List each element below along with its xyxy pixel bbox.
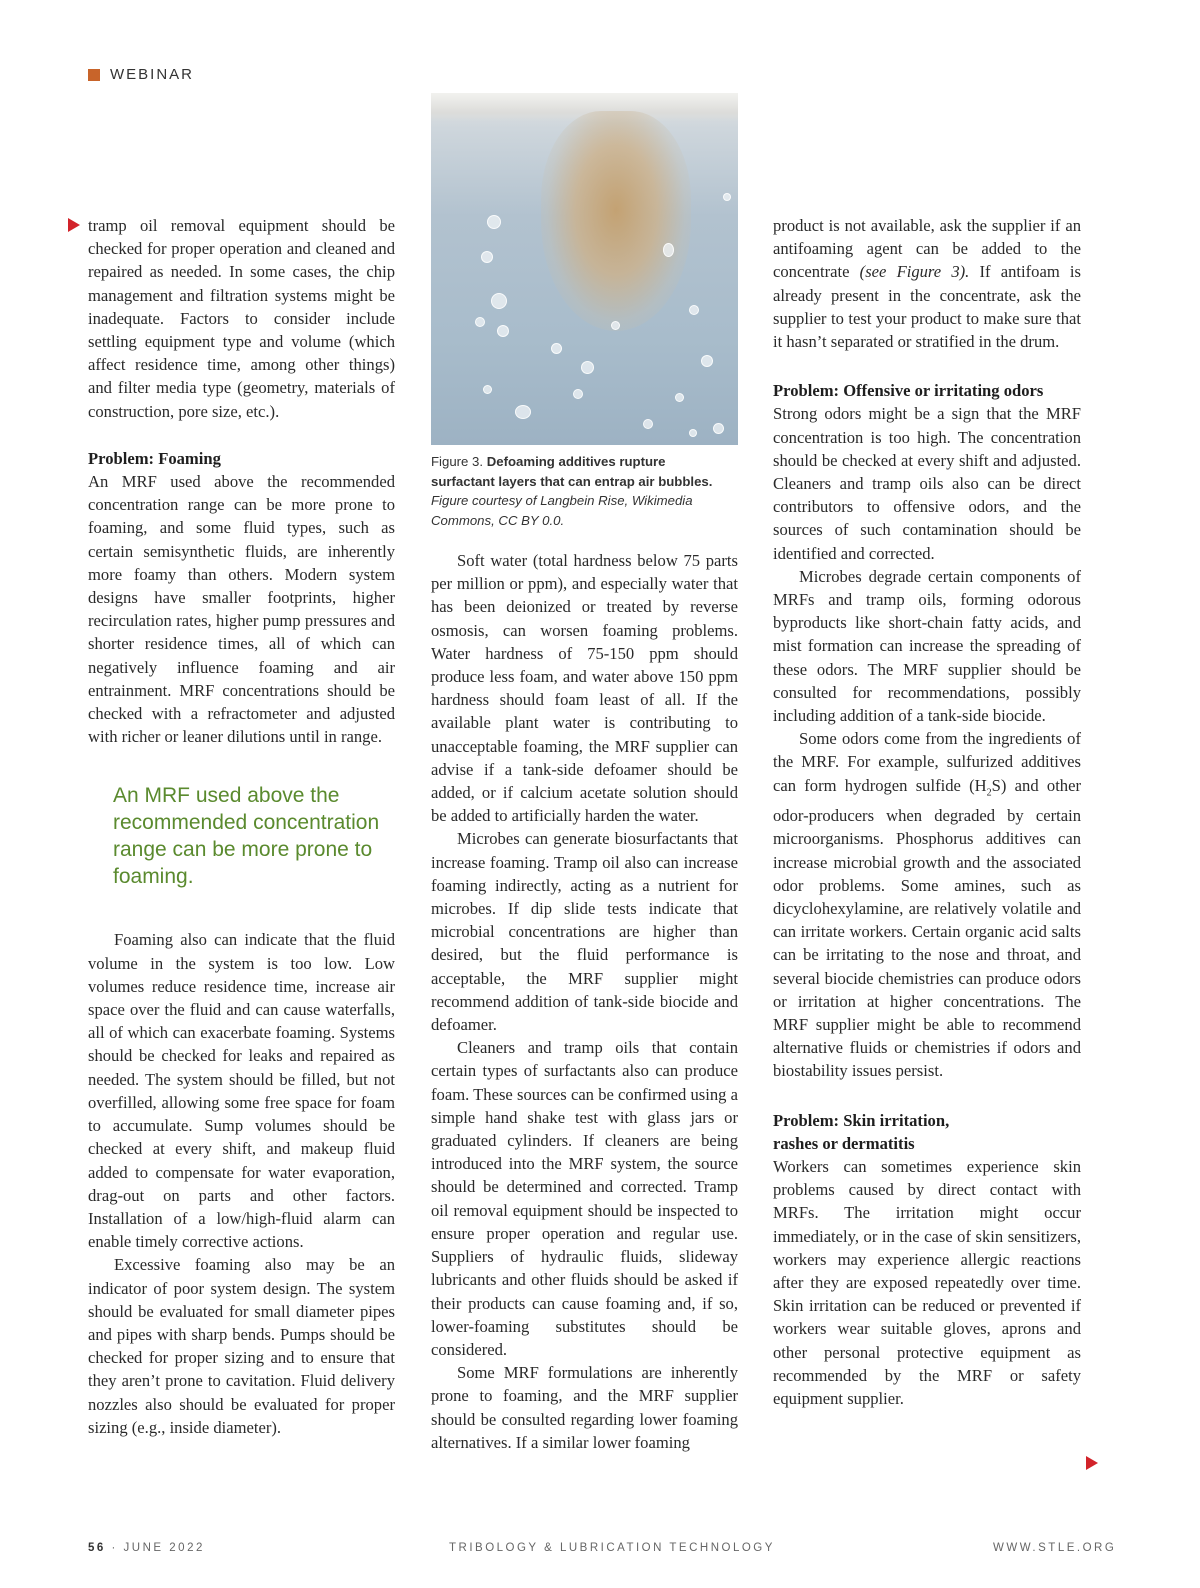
next-page-arrow-icon [1086, 1456, 1098, 1470]
bubble [723, 193, 731, 201]
footer-page-info [88, 1542, 205, 1554]
figure-label: Figure 3. [431, 454, 484, 469]
col3-paragraph: Microbes degrade certain components of MRFs and tramp oils, forming odorous byproducts like short-chain fatty acids, and mist formation can increase the spreading of these odors. The MRF supplier should be consulted for recommendations, possibly including addition of a tank-side biocide. [773, 566, 1081, 726]
heading-line: rashes or dermatitis [773, 1133, 915, 1153]
column-3 [773, 214, 1081, 1410]
section-tag [88, 66, 194, 83]
col3-paragraph [773, 727, 1081, 1082]
heading-skin-irritation [773, 1109, 1081, 1155]
col3-paragraph [773, 214, 1081, 353]
figure-3-image [431, 93, 738, 445]
bubble [643, 419, 653, 429]
heading-line: Problem: Skin irritation, [773, 1110, 950, 1130]
column-2 [431, 549, 738, 1454]
col2-paragraph: Soft water (total hardness below 75 parts per million or ppm), and especially water that has been deionized or treated by reverse osmosis, can worsen foaming problems. Water hardness of 75-150 ppm should produce less foam, and water above 150 ppm hardness should foam least of all. If the available plant water is contributing to unacceptable foaming, the MRF supplier can advise if a tank-side defoamer should be added, or if calcium acetate solution should be added to artificially harden the water. [431, 551, 738, 826]
figure-title: Defoaming additives rupture surfactant layers that can entrap air bubbles. [431, 454, 713, 489]
col3-text: product is not available, ask the supplier if an antifoaming agent can be added to the concentrate [773, 216, 1081, 282]
footer-website: WWW.STLE.ORG [993, 1542, 1117, 1554]
bubble [551, 343, 562, 354]
bubble [481, 251, 493, 263]
col3-text: If antifoam is already present in the concentrate, ask the supplier to test your product to make sure that it hasn’t separated or stratified in the drum. [773, 262, 1082, 352]
footer-date: JUNE 2022 [123, 1542, 205, 1554]
bubble [483, 385, 492, 394]
bubble [515, 405, 531, 419]
bubble [713, 423, 724, 434]
bubble [487, 215, 501, 229]
figure-reference: (see Figure 3). [859, 262, 970, 282]
col2-paragraph: Some MRF formulations are inherently prone to foaming, and the MRF supplier should be consulted regarding lower foaming alternatives. If a similar lower foaming [431, 1363, 738, 1452]
footer-separator: · [111, 1542, 118, 1554]
bubble [663, 243, 674, 257]
col1-paragraph: tramp oil removal equipment should be checked for proper operation and cleaned and repaired as needed. In some cases, the chip management and filtration systems might be inadequate. Factors to consider include settling equipment type and volume (which affect residence time, among other things) and filter media type (geometry, materials of construction, pore size, etc.). [88, 216, 395, 421]
section-tag-square-icon [88, 69, 100, 81]
heading-foaming: Problem: Foaming [88, 448, 221, 468]
continued-arrow-icon [68, 218, 80, 232]
col3-paragraph: Workers can sometimes experience skin problems caused by direct contact with MRFs. The irritation might occur immediately, or in the case of skin sensitizers, workers may experience allergic reactions after they are exposed repeatedly over time. Skin irritation can be reduced or prevented if workers wear suitable gloves, aprons and other personal protective equipment as recommended by the MRF or safety equipment supplier. [773, 1157, 1081, 1409]
col3-text: Some odors come from the ingredients of the MRF. For example, sulfurized additives can form hydrogen sulfide (H [773, 729, 1081, 795]
col2-paragraph: Cleaners and tramp oils that contain certain types of surfactants also can produce foam. These sources can be confirmed using a simple hand shake test with glass jars or graduated cylinders. If cleaners are being introduced into the MRF system, the source should be determined and corrected. Tramp oil removal equipment should be inspected to ensure proper operation and regular use. Suppliers of hydraulic fluids, slideway lubricants and other fluids should be asked if their products can cause foaming and, if so, lower-foaming substitutes should be considered. [431, 1038, 738, 1359]
bubble [675, 393, 684, 402]
defoamer-plume [541, 111, 691, 331]
bubble [581, 361, 594, 374]
heading-odors: Problem: Offensive or irritating odors [773, 381, 1044, 401]
bubble [689, 305, 699, 315]
col1-paragraph: Foaming also can indicate that the fluid volume in the system is too low. Low volumes reduce residence time, increase air space over the fluid and can cause waterfalls, all of which can exacerbate foaming. Systems should be checked for leaks and repaired as needed. The system should be filled, but not overfilled, allowing some free space for foam to accumulate. Sump volumes should be checked at every shift, and makeup fluid added to compensate for water evaporation, drag-out on parts and other factors. Installation of a low/high-fluid alarm can enable timely corrective actions. [88, 930, 395, 1252]
bubble [491, 293, 507, 309]
bubble [475, 317, 485, 327]
figure-credit: Figure courtesy of Langbein Rise, Wikimedia Commons, CC BY 0.0. [431, 493, 693, 528]
bubble [701, 355, 713, 367]
figure-3-caption [431, 452, 731, 530]
subscript-2: 2 [986, 786, 992, 798]
column-1 [88, 214, 395, 1439]
bubble [573, 389, 583, 399]
bubble [497, 325, 509, 337]
col3-text: S) and other odor-producers when degraded by certain microorganisms. Phosphorus additives can increase microbial growth and the associated odor problems. Some amines, such as dicyclohexylamine, are relatively volatile and can irritate workers. Certain organic acid salts can be irritating to the nose and throat, and several biocide chemistries can produce odors or irritation at higher concentrations. The MRF supplier might be able to recommend alternative fluids or chemistries if odors and biostability issues persist. [773, 775, 1081, 1081]
section-tag-label: WEBINAR [110, 66, 195, 83]
bubble [689, 429, 697, 437]
bubble [611, 321, 620, 330]
col1-paragraph: Excessive foaming also may be an indicator of poor system design. The system should be evaluated for small diameter pipes and pipes with sharp bends. Pumps should be checked for proper sizing and to ensure that they aren’t prone to cavitation. Fluid delivery nozzles also should be evaluated for proper sizing (e.g., inside diameter). [88, 1255, 395, 1437]
col2-paragraph: Microbes can generate biosurfactants that increase foaming. Tramp oil also can increase foaming indirectly, acting as a nutrient for microbes. If dip slide tests indicate that microbial concentrations are higher than desired, but the fluid performance is acceptable, the MRF supplier might recommend addition of tank-side biocide and defoamer. [431, 829, 738, 1035]
pull-quote: An MRF used above the recommended concentration range can be more prone to foaming. [113, 784, 380, 889]
page-number: 56 [88, 1542, 106, 1554]
col3-paragraph: Strong odors might be a sign that the MRF concentration is too high. The concentration should be checked at every shift and adjusted. Cleaners and tramp oils also can be direct contributors to offensive odors, and the sources of such contamination should be identified and corrected. [773, 404, 1081, 563]
col1-paragraph: An MRF used above the recommended concentration range can be more prone to foaming, and some fluid types, such as certain semisynthetic fluids, are inherently more foamy than others. Modern system designs have smaller footprints, higher recirculation rates, higher pump pressures and shorter residence times, all of which can negatively influence foaming and air entrainment. MRF concentrations should be checked with a refractometer and adjusted with richer or leaner dilutions until in range. [88, 472, 395, 747]
footer-publication: TRIBOLOGY & LUBRICATION TECHNOLOGY [449, 1542, 775, 1554]
